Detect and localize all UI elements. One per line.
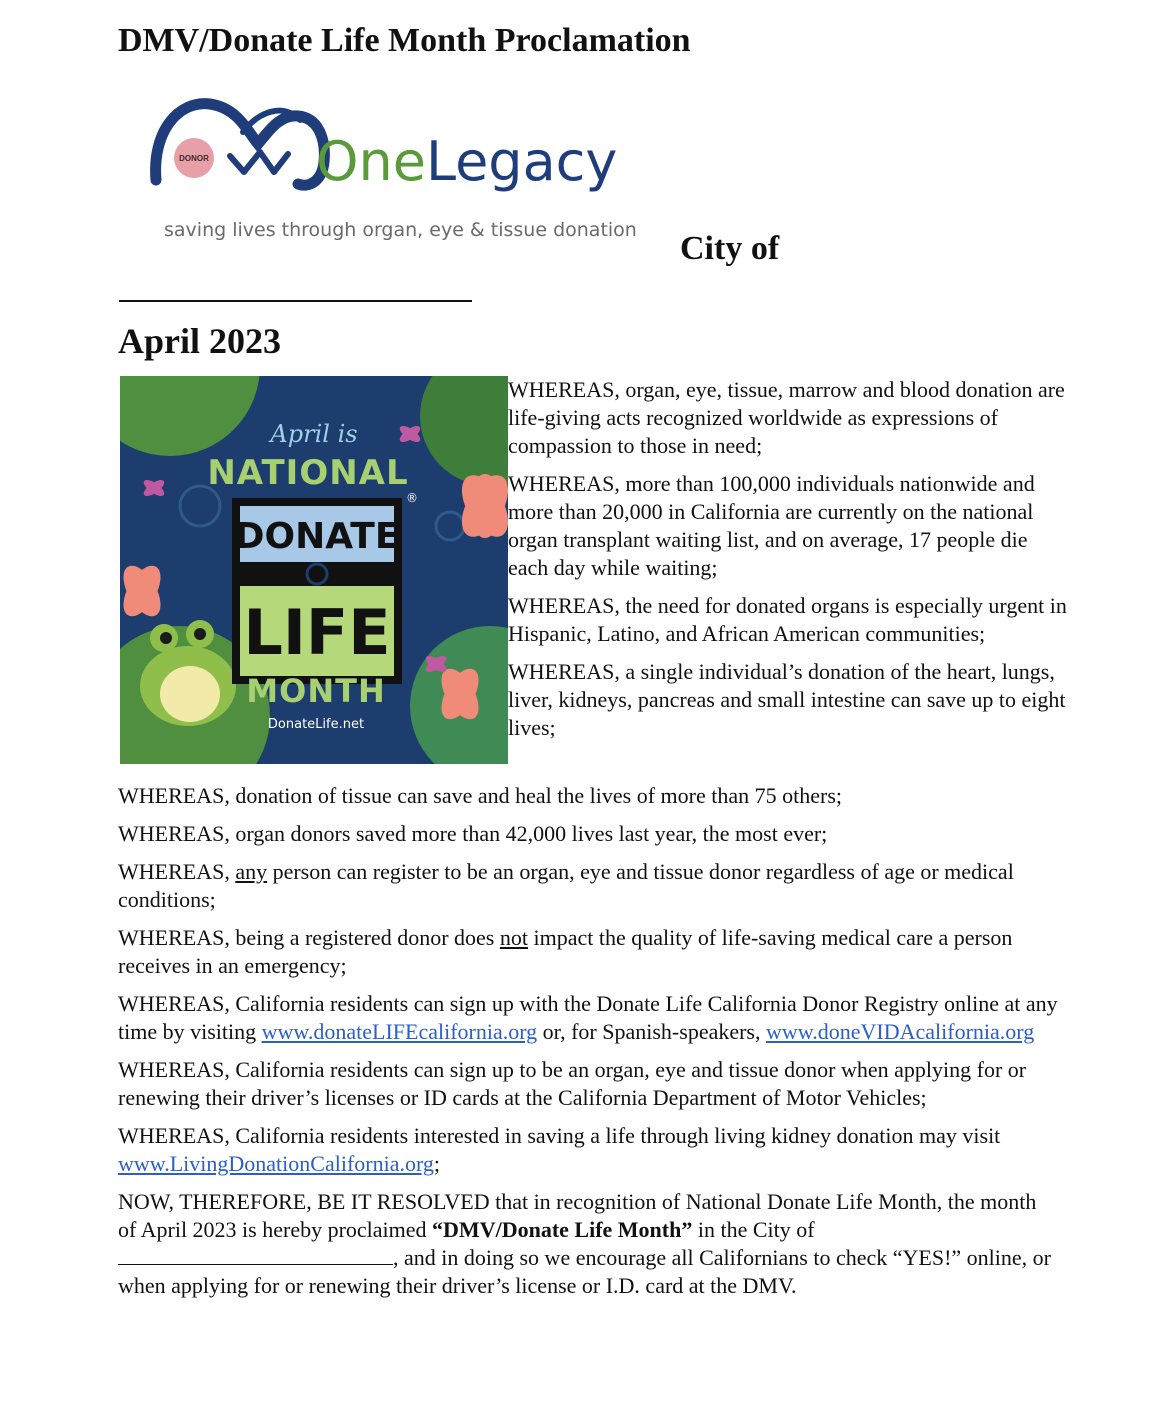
city-name-blank-line	[119, 300, 472, 302]
whereas-paragraph	[118, 858, 1058, 914]
whereas-paragraph	[118, 924, 1058, 980]
text-run: ;	[433, 1151, 441, 1176]
resolution-paragraph	[118, 1188, 1058, 1300]
poster-month: MONTH	[246, 672, 386, 710]
text-run: impact the quality of life-saving medical care a person receives in an emergency;	[118, 925, 1013, 978]
text-run: in the City of	[692, 1217, 815, 1242]
whereas-paragraph: WHEREAS, California residents can sign up to be an organ, eye and tissue donor when applying for or renewing their driver’s licenses or ID cards at the California Department of Motor Vehicles;	[118, 1057, 1027, 1110]
city-of-label: City of	[680, 230, 780, 267]
logo-badge-text: DONOR	[179, 154, 209, 163]
text-run: WHEREAS, California residents interested in saving a life through living kidney donation may visit	[118, 1123, 1001, 1148]
whereas-wrapped-block	[508, 376, 1068, 752]
whereas-paragraph	[118, 990, 1058, 1046]
logo-name-legacy: Legacy	[425, 130, 618, 193]
whereas-full-block	[118, 782, 1058, 1310]
whereas-paragraph: WHEREAS, a single individual’s donation of the heart, lungs, liver, kidneys, pancreas and small intestine can save up to eight lives;	[508, 659, 1066, 740]
poster-life: LIFE	[243, 596, 391, 669]
proclamation-name: “DMV/Donate Life Month”	[432, 1217, 693, 1242]
onelegacy-logo	[148, 92, 668, 252]
donate-life-month-poster	[120, 376, 508, 764]
whereas-paragraph: WHEREAS, donation of tissue can save and heal the lives of more than 75 others;	[118, 783, 842, 808]
logo-tagline: saving lives through organ, eye & tissue donation	[164, 219, 637, 241]
donevida-california-link[interactable]: www.doneVIDAcalifornia.org	[766, 1019, 1035, 1044]
whereas-paragraph: WHEREAS, organ, eye, tissue, marrow and blood donation are life-giving acts recognized worldwide as expressions of compassion to those in need;	[508, 377, 1065, 458]
poster-national: NATIONAL	[207, 453, 409, 493]
text-run: WHEREAS, being a registered donor does	[118, 925, 500, 950]
poster-april-is: April is	[270, 420, 358, 448]
text-run: WHEREAS, California residents can sign up with the Donate Life California Donor Registry online at any time by visiting	[118, 991, 1058, 1044]
logo-name-one: One	[316, 130, 426, 193]
underlined-word: any	[235, 859, 268, 884]
document-title: DMV/Donate Life Month Proclamation	[118, 22, 691, 59]
text-run: or, for Spanish-speakers,	[537, 1019, 766, 1044]
living-donation-california-link[interactable]: www.LivingDonationCalifornia.org	[118, 1151, 434, 1176]
text-run: , and in doing so we encourage all Californians to check “YES!” online, or when applying for or renewing their driver’s license or I.D. card at the DMV.	[118, 1245, 1051, 1298]
donatelife-california-link[interactable]: www.donateLIFEcalifornia.org	[261, 1019, 538, 1044]
poster-registered-mark: ®	[406, 491, 418, 505]
whereas-paragraph: WHEREAS, organ donors saved more than 42,000 lives last year, the most ever;	[118, 821, 828, 846]
text-run: NOW, THEREFORE, BE IT RESOLVED that in recognition of National Donate Life Month, the month of April 2023 is hereby proclaimed	[118, 1189, 1037, 1242]
city-name-blank-inline	[118, 1244, 393, 1265]
text-run: person can register to be an organ, eye and tissue donor regardless of age or medical conditions;	[118, 859, 1014, 912]
whereas-paragraph: WHEREAS, the need for donated organs is especially urgent in Hispanic, Latino, and African American communities;	[508, 593, 1067, 646]
whereas-paragraph	[118, 1122, 1058, 1178]
text-run: WHEREAS,	[118, 859, 236, 884]
svg-text:OneLegacy	[316, 130, 617, 193]
poster-donate: DONATE	[234, 516, 400, 557]
date-heading: April 2023	[118, 321, 282, 361]
poster-url: DonateLife.net	[267, 717, 365, 732]
underlined-word: not	[499, 925, 528, 950]
whereas-paragraph: WHEREAS, more than 100,000 individuals nationwide and more than 20,000 in California are currently on the national organ transplant waiting list, and on average, 17 people die each day while waiting;	[508, 471, 1035, 580]
